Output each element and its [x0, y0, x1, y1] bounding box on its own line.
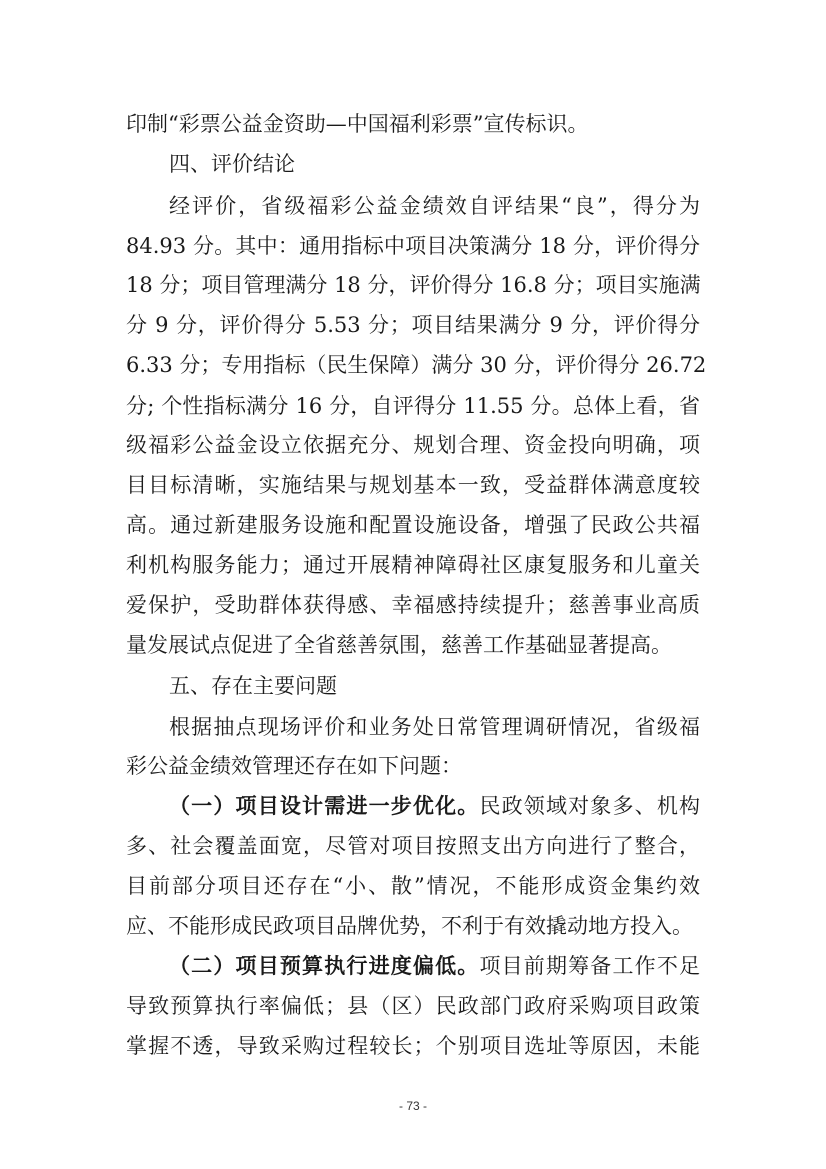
text-line: 量发展试点促进了全省慈善氛围，慈善工作基础显著提高。	[126, 633, 672, 657]
issue-1-text: 民政领域对象多、机构	[479, 794, 701, 818]
issue-2-title: （二）项目预算执行进度偏低。	[169, 954, 480, 978]
text-line: 84.93 分。其中：通用指标中项目决策满分 18 分，评价得分	[126, 234, 700, 258]
text-line: 彩公益金绩效管理还存在如下问题：	[126, 754, 462, 778]
section-heading-5: 五、存在主要问题	[169, 674, 337, 698]
text-line: 爱保护，受助群体获得感、幸福感持续提升；慈善事业高质	[126, 593, 700, 617]
text-line: 目前部分项目还存在“小、散”情况，不能形成资金集约效	[126, 874, 700, 898]
text-line: 6.33 分；专用指标（民生保障）满分 30 分，评价得分 26.72	[126, 353, 707, 377]
text-line: 多、社会覆盖面宽，尽管对项目按照支出方向进行了整合，	[126, 834, 700, 858]
issue-2-text: 项目前期筹备工作不足	[479, 954, 701, 978]
text-line: 经评价，省级福彩公益金绩效自评结果“良”，得分为	[169, 194, 700, 218]
text-line: 目目标清晰，实施结果与规划基本一致，受益群体满意度较	[126, 473, 700, 497]
text-line: 18 分；项目管理满分 18 分，评价得分 16.8 分；项目实施满	[126, 273, 701, 297]
text-line: 掌握不透，导致采购过程较长；个别项目选址等原因，未能	[126, 1034, 700, 1058]
issue-1-title: （一）项目设计需进一步优化。	[169, 794, 480, 818]
issue-2-line	[169, 946, 700, 986]
text-line: 级福彩公益金设立依据充分、规划合理、资金投向明确，项	[126, 433, 700, 457]
page-number: - 73 -	[398, 1099, 427, 1113]
issue-1-line	[169, 786, 700, 826]
text-line: 根据抽点现场评价和业务处日常管理调研情况，省级福	[169, 715, 700, 739]
text-line: 应、不能形成民政项目品牌优势，不利于有效撬动地方投入。	[126, 914, 693, 938]
text-line: 印制“彩票公益金资助—中国福利彩票”宣传标识。	[126, 112, 589, 136]
text-line: 分 9 分，评价得分 5.53 分；项目结果满分 9 分，评价得分	[126, 313, 700, 337]
text-line: 导致预算执行率偏低；县（区）民政部门政府采购项目政策	[126, 994, 700, 1018]
text-line: 分; 个性指标满分 16 分，自评得分 11.55 分。总体上看，省	[126, 394, 700, 418]
text-line: 利机构服务能力；通过开展精神障碍社区康复服务和儿童关	[126, 553, 700, 577]
section-heading-4: 四、评价结论	[169, 152, 295, 176]
text-line: 高。通过新建服务设施和配置设施设备，增强了民政公共福	[126, 513, 700, 537]
